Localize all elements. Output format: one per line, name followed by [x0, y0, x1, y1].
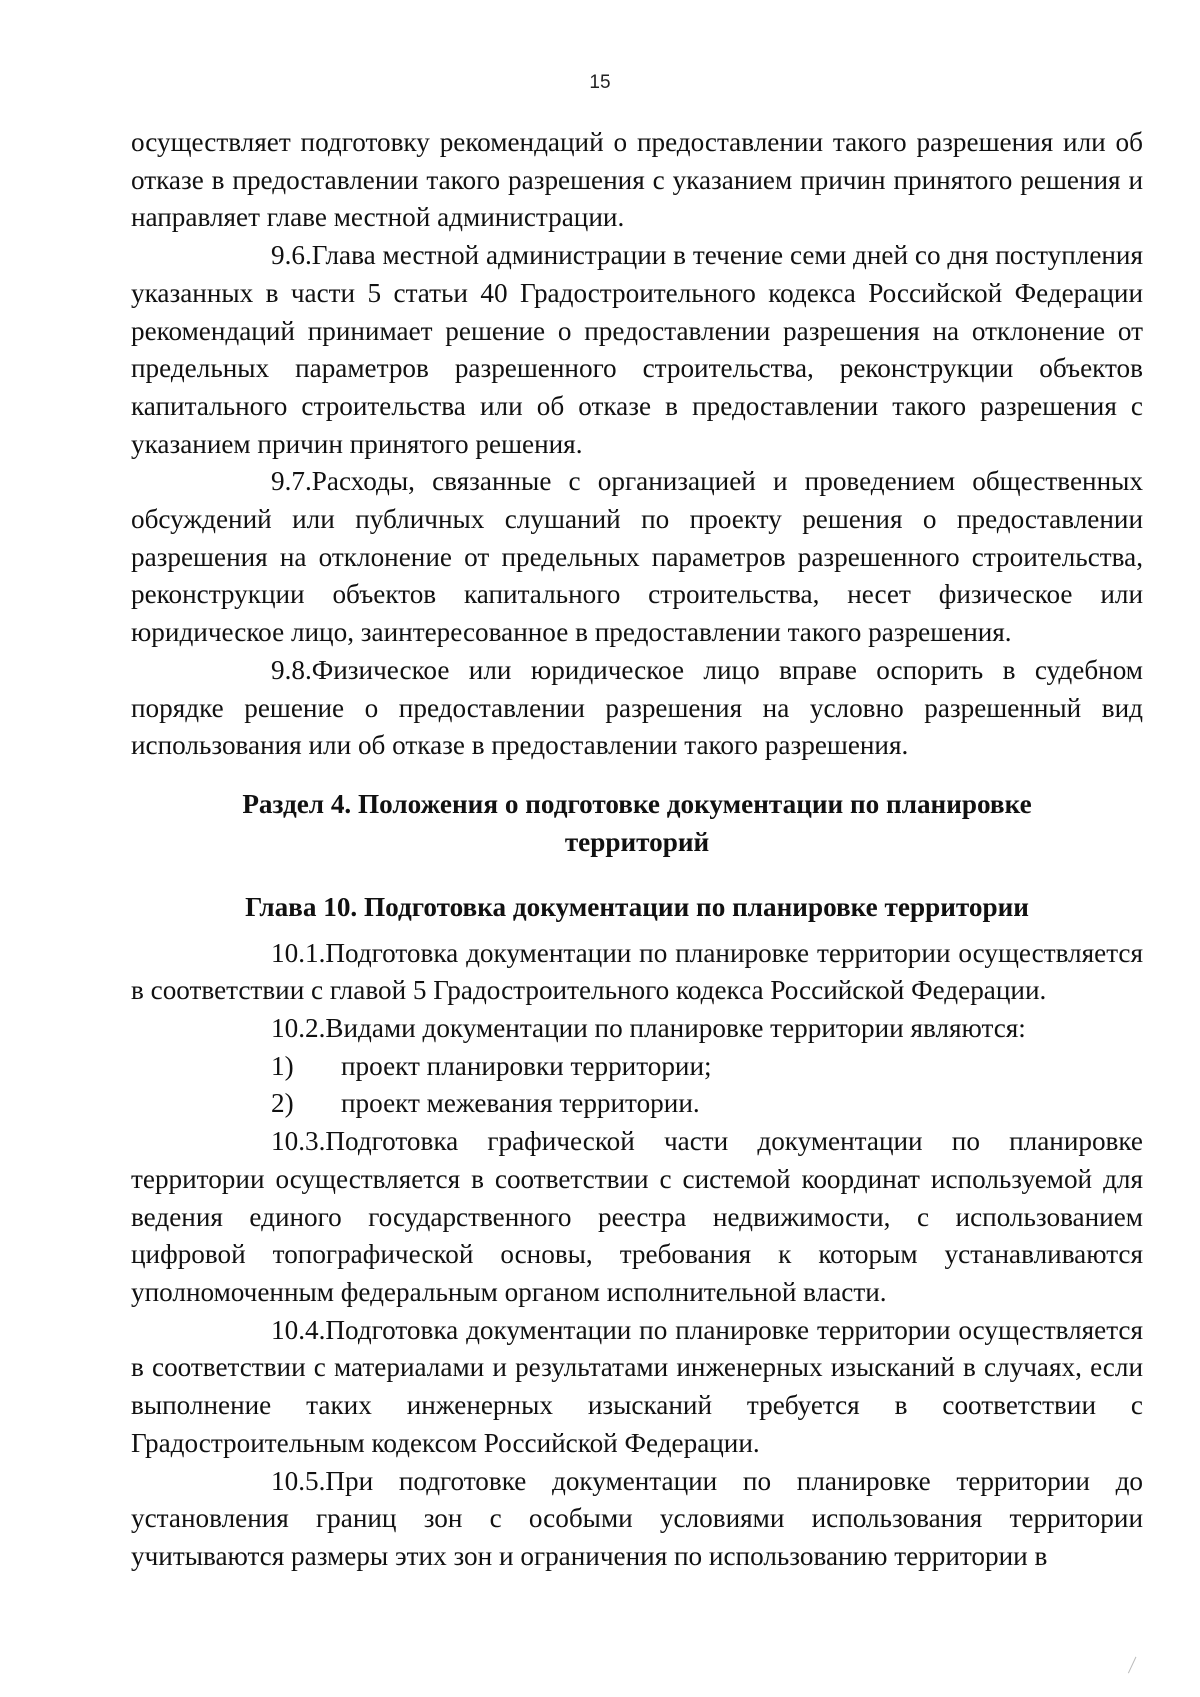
paragraph-10-5: [131, 1463, 1143, 1576]
paragraph-text: Подготовка документации по планировке территории осуществляется в соответствии с главой 5 Градостроительного кодекса Российской Федерации.: [131, 937, 1143, 1006]
paragraph-9-6: [131, 237, 1143, 463]
list-item-number: 2): [271, 1088, 294, 1119]
section-heading-line: территорий: [564, 826, 710, 857]
paragraph-continuation: [131, 124, 1143, 237]
paragraph-text: Подготовка графической части документации по планировке территории осуществляется в соответствии с системой координат используемой для ведения единого государственного реестра недвижимости, с использованием цифровой топографической основы, требования к которым устанавливаются уполномоченным федеральным органом исполнительной власти.: [131, 1126, 1143, 1307]
paragraph-text: Видами документации по планировке территории являются:: [325, 1013, 1026, 1044]
paragraph-number: 10.5.: [271, 1465, 326, 1496]
scan-mark: [1128, 1657, 1149, 1680]
paragraph-number: 10.2.: [271, 1013, 326, 1044]
paragraph-9-8: [131, 652, 1143, 765]
chapter-heading: Глава 10. Подготовка документации по планировке территории: [245, 891, 1029, 922]
paragraph-number: 10.4.: [271, 1314, 326, 1345]
list-item: [131, 1085, 1143, 1123]
list-item-text: проект межевания территории.: [341, 1088, 700, 1119]
paragraph-10-4: [131, 1312, 1143, 1463]
list-item: [131, 1048, 1143, 1086]
paragraph-10-3: [131, 1123, 1143, 1312]
document-body: [131, 124, 1143, 1576]
paragraph-text: Расходы, связанные с организацией и проведением общественных обсуждений или публичных слушаний по проекту решения о предоставлении разрешения на отклонение от предельных параметров разрешенного строительства, реконструкции объектов капитального строительства, несет физическое или юридическое лицо, заинтересованное в предоставлении такого разрешения.: [131, 466, 1143, 648]
section-heading-line: Раздел 4. Положения о подготовке документации по планировке: [242, 788, 1032, 819]
paragraph-number: 9.7.: [271, 466, 312, 497]
paragraph-text: Подготовка документации по планировке территории осуществляется в соответствии с материалами и результатами инженерных изысканий в случаях, если выполнение таких инженерных изысканий требуется в соответствии с Градостроительным кодексом Российской Федерации.: [131, 1314, 1143, 1458]
paragraph-text: Глава местной администрации в течение семи дней со дня поступления указанных в части 5 статьи 40 Градостроительного кодекса Российской Федерации рекомендаций принимает решение о предоставлении разрешения на отклонение от предельных параметров разрешенного строительства, реконструкции объектов капитального строительства или об отказе в предоставлении такого разрешения с указанием причин принятого решения.: [131, 240, 1143, 459]
paragraph-number: 10.1.: [271, 937, 326, 968]
list-item-text: проект планировки территории;: [341, 1050, 712, 1081]
paragraph-text: осуществляет подготовку рекомендаций о предоставлении такого разрешения или об отказе в предоставлении такого разрешения с указанием причин принятого решения и направляет главе местной администрации.: [131, 127, 1143, 233]
section-heading: [131, 785, 1143, 861]
paragraph-number: 10.3.: [271, 1126, 326, 1157]
paragraph-text: Физическое или юридическое лицо вправе оспорить в судебном порядке решение о предоставлении разрешения на условно разрешенный вид использования или об отказе в предоставлении такого разрешения.: [131, 654, 1143, 761]
paragraph-10-1: [131, 935, 1143, 1010]
page-number: 15: [589, 72, 611, 93]
paragraph-text: При подготовке документации по планировке территории до установления границ зон с особыми условиями использования территории учитываются размеры этих зон и ограничения по использованию территории в: [131, 1465, 1143, 1571]
paragraph-10-2: [131, 1010, 1143, 1048]
paragraph-number: 9.6.: [271, 240, 312, 271]
paragraph-number: 9.8.: [271, 654, 312, 685]
paragraph-9-7: [131, 463, 1143, 652]
list-item-number: 1): [271, 1050, 294, 1081]
